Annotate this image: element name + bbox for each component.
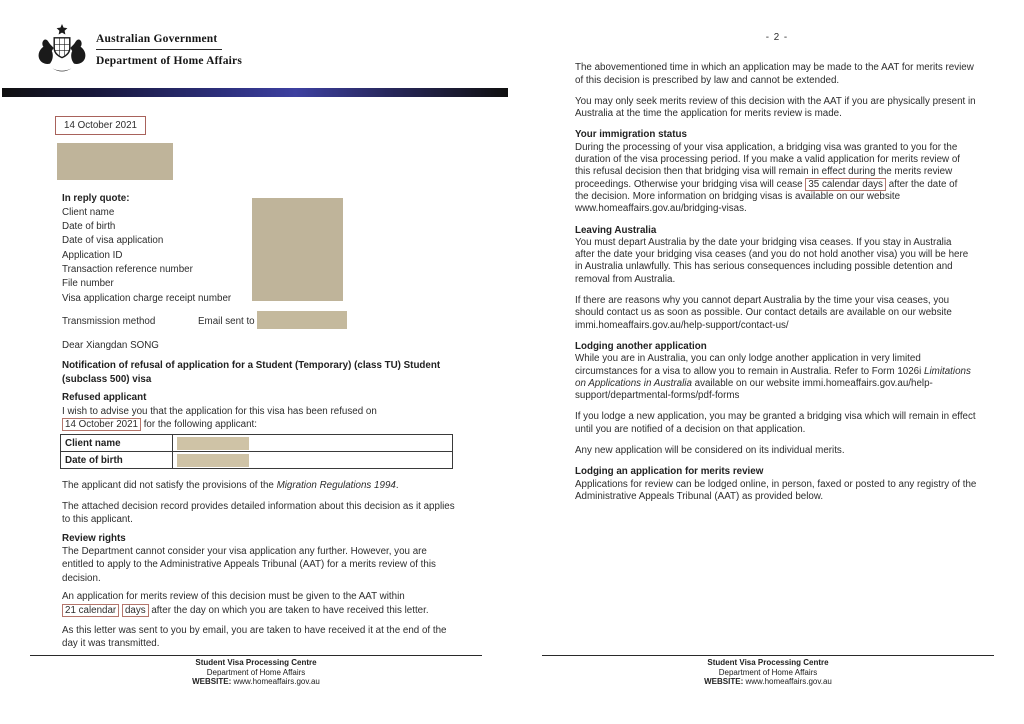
footer-department: Department of Home Affairs [718,667,818,677]
leaving-australia-paragraph-1: You must depart Australia by the date your bridging visa ceases. If you stay in Australia after the date your bridging visa ceases (and you do not hold another visa) you will be here in Australia unlawfully. This has serious consequences including possible detention and removal from Australia. [575,236,969,285]
reply-field: Application ID [62,249,123,261]
review-para2-pre: An application for merits review of this decision must be given to the AAT within [62,591,405,603]
review-rights-heading: Review rights [62,532,126,544]
footer-rule [30,655,482,656]
table-row [61,435,453,452]
table-value-cell [173,435,453,452]
lodging-application-paragraph-1 [575,353,979,402]
lodging-application-heading: Lodging another application [575,340,707,352]
transmission-method-row [62,311,455,329]
table-value-cell [173,452,453,469]
table-label-cell: Client name [61,435,173,452]
email-receipt-paragraph: As this letter was sent to you by email, you are taken to have received it at the end of the day it was transmitted. [62,624,447,650]
deadline-highlight-box-2: days [122,604,149,617]
coat-of-arms-icon [32,22,92,80]
salutation: Dear Xiangdan SONG [62,339,159,351]
government-masthead [32,20,242,67]
government-name: Australian Government [96,33,218,45]
table-row [61,452,453,469]
table-label-cell: Date of birth [61,452,173,469]
reference-field-list [62,206,455,306]
individual-merits-paragraph: Any new application will be considered on its individual merits. [575,445,845,457]
page-1-body [55,116,455,651]
transmission-method-label: Transmission method [62,315,156,327]
immigration-pre: During the processing of your visa application, a bridging visa was granted to you for the duration of the visa processing period. If you make a valid application for merits review of this refusal decision then that bridging visa will remain in effect during the merits review proceedings. Otherwise your bridging visa will cease [575,141,960,190]
attached-decision-paragraph: The attached decision record provides detailed information about this decision as it applies to this applicant. [62,500,455,526]
reply-field: File number [62,278,114,290]
reply-field: Transaction reference number [62,264,193,275]
review-rights-paragraph-1: The Department cannot consider your visa application any further. However, you are entitled to apply to the Administrative Appeals Tribunal (AAT) for a merits review of this decision. [62,545,436,584]
merits-review-lodgement-paragraph: Applications for review can be lodged online, in person, faxed or posted to any registry of the Administrative Appeals Tribunal (AAT) as provided below. [575,478,977,502]
review-para2-post: after the day on which you are taken to have received this letter. [148,604,429,616]
bridging-visa-deadline-highlight-box: 35 calendar days [805,178,886,191]
footer-website-label: WEBSITE: [704,677,744,687]
reply-field: Date of birth [62,221,116,233]
form-1026i-citation: Limitations on Applications in Australia [575,365,971,389]
lodging-application-paragraph-2: If you lodge a new application, you may be granted a bridging visa which will remain in effect until you are notified of a decision on that application. [575,411,976,435]
provisions-post: . [395,480,399,492]
provisions-paragraph [62,479,455,492]
immigration-post: after the date of the decision. More information on bridging visas is available on our website www.homeaffairs.gov.au/bridging-visas. [575,178,958,215]
footer-website-line [512,677,1024,687]
refused-para-pre: I wish to advise you that the application for this visa has been refused on [62,405,377,417]
footer-website-label: WEBSITE: [192,677,232,687]
regulations-citation: Migration Regulations 1994 [276,480,396,492]
physically-present-paragraph: You may only seek merits review of this decision with the AAT if you are physically present in Australia at the time the application for merits review is made. [575,95,976,120]
redaction-block-date-of-birth [177,454,249,467]
letter-date-highlight-box: 14 October 2021 [55,116,146,135]
immigration-status-heading: Your immigration status [575,129,687,141]
footer-centre-name: Student Visa Processing Centre [707,658,829,667]
letter-page-2 [512,0,1024,724]
leaving-australia-heading: Leaving Australia [575,224,657,236]
masthead-text [96,20,242,67]
reply-field: Client name [62,206,115,218]
department-name: Department of Home Affairs [96,55,243,67]
footer-rule [542,655,994,656]
leaving-australia-paragraph-2: If there are reasons why you cannot depart Australia by the time your visa ceases, you should contact us as soon as possible. Our contact details are available on our website immi.homeaffairs.gov.au/help-support/contact-us/ [575,295,952,331]
footer-website-url: www.homeaffairs.gov.au [231,677,320,687]
refused-para-post: for the following applicant: [140,418,257,430]
immigration-status-paragraph [575,142,967,216]
refused-applicant-paragraph [62,405,455,432]
transmission-method-value: Email sent to [198,315,255,327]
page-number: - 2 - [765,32,789,43]
page-2-body [575,32,979,503]
footer-website-url: www.homeaffairs.gov.au [743,677,832,687]
footer-centre-name: Student Visa Processing Centre [195,658,317,667]
lodging-post: available on our website immi.homeaffairs.gov.au/help-support/departmental-forms/pdf-forms [575,377,933,402]
footer-website-line [0,677,512,687]
applicant-table [60,434,453,469]
reply-field: Date of visa application [62,235,164,247]
refusal-date-highlight-box: 14 October 2021 [62,418,141,431]
page-1-footer [0,655,512,687]
redaction-block-address [57,143,173,180]
header-separator-band [2,88,508,97]
deadline-highlight-box-1: 21 calendar [62,604,119,617]
redaction-block-client-name [177,437,249,450]
masthead-divider [96,49,222,50]
subject-line: Notification of refusal of application for a Student (Temporary) (class TU) Student (subclass 500) visa [62,360,441,385]
provisions-pre: The applicant did not satisfy the provisions of the [62,480,277,492]
review-rights-paragraph-2 [62,590,455,617]
in-reply-quote-label: In reply quote: [62,193,130,205]
redaction-block-email [257,311,347,329]
reply-field: Visa application charge receipt number [62,292,232,304]
aat-time-paragraph: The abovementioned time in which an application may be made to the AAT for merits review of this decision is prescribed by law and cannot be extended. [575,62,974,86]
page-2-footer [512,655,1024,687]
refused-applicant-heading: Refused applicant [62,392,147,404]
merits-review-lodgement-heading: Lodging an application for merits review [575,466,764,478]
lodging-pre: While you are in Australia, you can only lodge another application in very limited circumstances for a visa to allow you to remain in Australia. Refer to Form 1026i [575,353,925,377]
footer-department: Department of Home Affairs [206,667,306,677]
